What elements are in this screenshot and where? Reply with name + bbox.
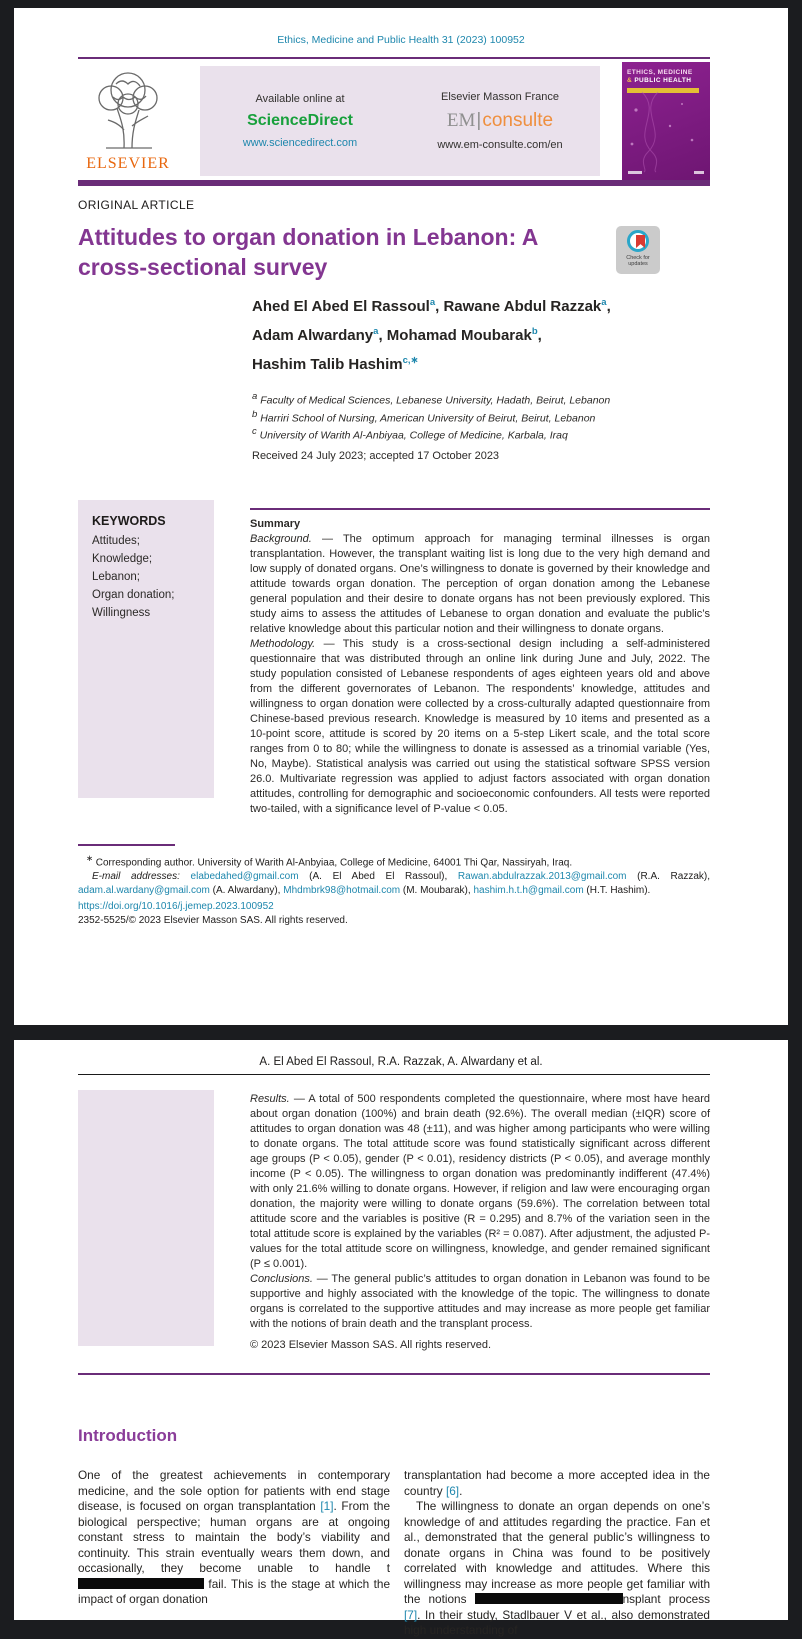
header-thick-bar	[78, 180, 710, 186]
check-updates-icon	[627, 230, 649, 252]
footnote-rule	[78, 844, 175, 846]
paper-page-2	[14, 1040, 788, 1637]
corresponding-author-note: ∗ Corresponding author. University of Warith Al-Anbyiaa, College of Medicine, 64001 Thi Qar, Nassiryah, Iraq.	[86, 853, 573, 869]
author-line-3: Hashim Talib Hashim$^{c,∗}$	[252, 355, 419, 373]
email-link[interactable]: Mhdmbrk98@hotmail.com	[283, 885, 401, 897]
em-consulte-em: EM	[446, 110, 476, 131]
cover-dna-art	[622, 92, 710, 177]
cover-footer-marks	[628, 171, 704, 174]
citation-link-1[interactable]: [1]	[320, 1499, 334, 1513]
author-affil-sup: a	[601, 297, 607, 308]
sciencedirect-url-link[interactable]: www.sciencedirect.com	[242, 137, 358, 149]
corresponding-star: ∗	[86, 853, 93, 863]
article-type-label: ORIGINAL ARTICLE	[78, 198, 195, 212]
summary-background: Background. — The optimum approach for managing terminal illnesses is organ transplantation. However, the transplant waiting list is long due to the very high demand and low supply of donated organs. One’s willingness to donate is governed by their knowledge and attitude towards organ donation. The perception of organ donation among the Lebanese general population and their desire to donate organs has not been previously explored. This study aims to assess the attitudes of Lebanese to organ donation and evaluate the public’s relative knowledge about this particular notion and their willingness to donate organs.	[250, 533, 710, 635]
journal-cover-thumbnail	[622, 62, 710, 180]
cover-footer-dash	[694, 171, 704, 174]
intro-left-paragraph: One of the greatest achievements in contemporary medicine, and the sole option for patients with end stage disease, is focused on organ transplantation [1]. From the biological perspective; human organs are at ongoing constant stress to maintain the body’s viability and continuity. This strain eventually wears them down, and occasionally, they become unable to handle t fail. This is the stage at which the impact of organ donation	[78, 1468, 391, 1606]
email-addresses-note: E-mail addresses: elabedahed@gmail.com (A. El Abed El Rassoul), Rawan.abdulrazzak.2013@gmail.com (R.A. Razzak), adam.al.wardany@gmail.com (A. Alwardany), Mhdmbrk98@hotmail.com (M. Moubarak), hashim.h.t.h@gmail.com (H.T. Hashim).	[78, 871, 710, 897]
intro-right-paragraph-1: transplantation had become a more accepted idea in the country [6].	[404, 1468, 710, 1498]
elsevier-masson-label: Elsevier Masson France	[441, 91, 559, 103]
bookmark-ribbon-icon	[636, 235, 645, 248]
elsevier-logo	[78, 64, 178, 178]
author-affil-sup: b	[531, 326, 538, 337]
results-lead: Results.	[250, 1093, 290, 1105]
paper-page-1	[14, 8, 788, 1025]
keyword-item: Willingness	[92, 607, 151, 619]
cover-footer-dash	[628, 171, 642, 174]
email-link[interactable]: hashim.h.t.h@gmail.com	[473, 885, 584, 897]
email-link[interactable]: adam.al.wardany@gmail.com	[78, 885, 210, 897]
intro-right-paragraph-2: The willingness to donate an organ depends on one’s knowledge of and attitudes regarding the practice. Fan et al., demonstrated that the general public’s willingness to donate organs in China was found to be positively correlated with knowledge and attitudes. Where this willingness may increase as more people get familiar with the notions nsplant process [7]. In their study, Stadlbauer V et al., also demonstrated high understanding of	[404, 1499, 710, 1637]
summary-top-rule	[250, 508, 710, 510]
running-head-rule	[78, 1074, 710, 1075]
footnote-block	[78, 851, 710, 898]
cover-title-line1: ETHICS, MEDICINE	[627, 69, 693, 76]
email-label: E-mail addresses:	[92, 871, 180, 883]
intro-column-left	[78, 1468, 390, 1608]
keywords-panel	[78, 500, 214, 798]
author-affil-sup: c,∗	[402, 355, 419, 366]
redaction-bar	[78, 1578, 204, 1589]
email-link[interactable]: Rawan.abdulrazzak.2013@gmail.com	[457, 871, 627, 883]
received-dates: Received 24 July 2023; accepted 17 October 2023	[252, 450, 500, 462]
elsevier-wordmark: ELSEVIER	[86, 155, 170, 172]
author-line-1: Ahed El Abed El Rassoul$^a$, Rawane Abdul Razzak$^a$,	[252, 297, 611, 315]
affiliation-c: $^c$ University of Warith Al-Anbiyaa, College of Medicine, Karbala, Iraq	[252, 426, 568, 442]
affiliation-a: $^a$ Faculty of Medical Sciences, Lebanese University, Hadath, Beirut, Lebanon	[252, 391, 611, 407]
available-online-label: Available online at	[255, 93, 345, 105]
check-updates-label: Check for updates	[626, 255, 650, 267]
keyword-item: Knowledge;	[92, 553, 153, 565]
background-lead: Background.	[250, 533, 312, 545]
em-consulte-consulte: consulte	[482, 110, 554, 131]
abstract-bottom-rule	[78, 1373, 710, 1375]
publisher-banner	[200, 66, 600, 176]
summary-methodology: Methodology. — This study is a cross-sectional design including a self-administered questionnaire that was distributed through an online link during June and July, 2022. The study population consisted of Lebanese respondents of ages eighteen years old and above from the different governorates of Lebanon. The respondents’ knowledge, attitudes and willingness to organ donation were collected by a cross-culturally adapted questionnaire from Chinese-based previous research. Knowledge is measured by 10 items and presented as a 10-point score, attitude is scored by 20 items on a 5-step Likert scale, and the total score ranges from 0 to 80; while the willingness to donate is assessed as a trinomial variable (Yes, No, Maybe). Statistical analysis was carried out using the statistical software SPSS version 26.0. Multivariate regression was applied to adjust factors associated with organ donation attitudes, controlling for demographic and socioeconomic confounders. All tests were reported two-tailed, with a significance level of P-value < 0.05.	[250, 638, 710, 815]
sciencedirect-logo: ScienceDirect	[247, 112, 353, 129]
email-link[interactable]: elabedahed@gmail.com	[190, 871, 299, 883]
author-affil-sup: a	[429, 297, 436, 308]
abstract-continued	[250, 1092, 710, 1353]
cover-ampersand: &	[627, 77, 633, 84]
results-paragraph: Results. — A total of 500 respondents completed the questionnaire, where most have heard about organ donation (100%) and brain death (92.6%). The overall median (±IQR) score of attitudes to organ donation was 48 (±11), and was higher among participants who were willing to donate organs. The total attitude score was found statistically significant across different age groups (P < 0.05), gender (P < 0.01), residency districts (P < 0.05), and average monthly income (P < 0.05). The willingness to organ donation was predominantly indifferent (47.4%) with only 21.6% willing to donate organs. However, if religion and law were encouraging organ donation, the majority were willing to donate organs (59.6%). The correlation between total attitude score and the variables is positive (R = 0.295) and 8.7% of the variation seen in the total attitude score is explained by the variables (R² = 0.087). After adjustment, the adjusted P-values for the total attitude score on willingness, knowledge, and gender remained significant (P ≤ 0.001).	[250, 1093, 710, 1270]
conclusions-lead: Conclusions.	[250, 1273, 313, 1285]
sciencedirect-block	[200, 93, 400, 149]
conclusions-paragraph: Conclusions. — The general public’s attitudes to organ donation in Lebanon was found to be supportive and highly associated with the knowledge of the topic. The willingness to donate organs is correlated to the supportive attitudes and may increase as more people get familiar with the notions of brain death and the transplant process.	[250, 1273, 710, 1330]
affiliation-b: $^b$ Harriri School of Nursing, American University of Beirut, Beirut, Lebanon	[252, 408, 596, 424]
em-consulte-block	[400, 91, 600, 151]
paper-title: Attitudes to organ donation in Lebanon: A cross-sectional survey	[78, 224, 538, 280]
keyword-item: Attitudes;	[92, 535, 140, 547]
citation-link-7[interactable]: [7]	[404, 1607, 418, 1622]
author-affil-sup: a	[373, 326, 379, 337]
summary-heading: Summary	[250, 518, 301, 530]
elsevier-tree-icon	[86, 139, 170, 156]
keyword-item: Organ donation;	[92, 589, 175, 601]
doi-link[interactable]: https://doi.org/10.1016/j.jemep.2023.100952	[78, 901, 274, 912]
journal-reference-link[interactable]: Ethics, Medicine and Public Health 31 (2023) 100952	[277, 34, 525, 46]
em-consulte-divider: |	[476, 110, 482, 131]
running-head: A. El Abed El Rassoul, R.A. Razzak, A. Alwardany et al.	[259, 1056, 543, 1068]
em-consulte-url-link[interactable]: www.em-consulte.com/en	[437, 139, 563, 151]
em-consulte-logo	[400, 110, 600, 132]
keyword-item: Lebanon;	[92, 571, 140, 583]
affiliation-list	[252, 390, 610, 443]
keywords-heading: KEYWORDS	[92, 514, 166, 528]
abstract-side-panel	[78, 1090, 214, 1346]
summary-section	[250, 517, 710, 817]
issn-copyright-line: 2352-5525/© 2023 Elsevier Masson SAS. All rights reserved.	[78, 915, 348, 926]
author-list	[252, 290, 611, 377]
author-line-2: Adam Alwardany$^a$, Mohamad Moubarak$^b$,	[252, 326, 542, 344]
check-for-updates-badge[interactable]	[616, 226, 660, 274]
citation-link-6[interactable]: [6]	[445, 1483, 460, 1498]
intro-column-right	[404, 1468, 710, 1639]
cover-title-line2: & PUBLIC HEALTH	[627, 77, 692, 84]
introduction-heading: Introduction	[78, 1426, 178, 1445]
header-top-rule	[78, 57, 710, 59]
methodology-lead: Methodology.	[250, 638, 316, 650]
copyright-line: © 2023 Elsevier Masson SAS. All rights reserved.	[250, 1339, 492, 1351]
redaction-bar	[475, 1593, 623, 1604]
